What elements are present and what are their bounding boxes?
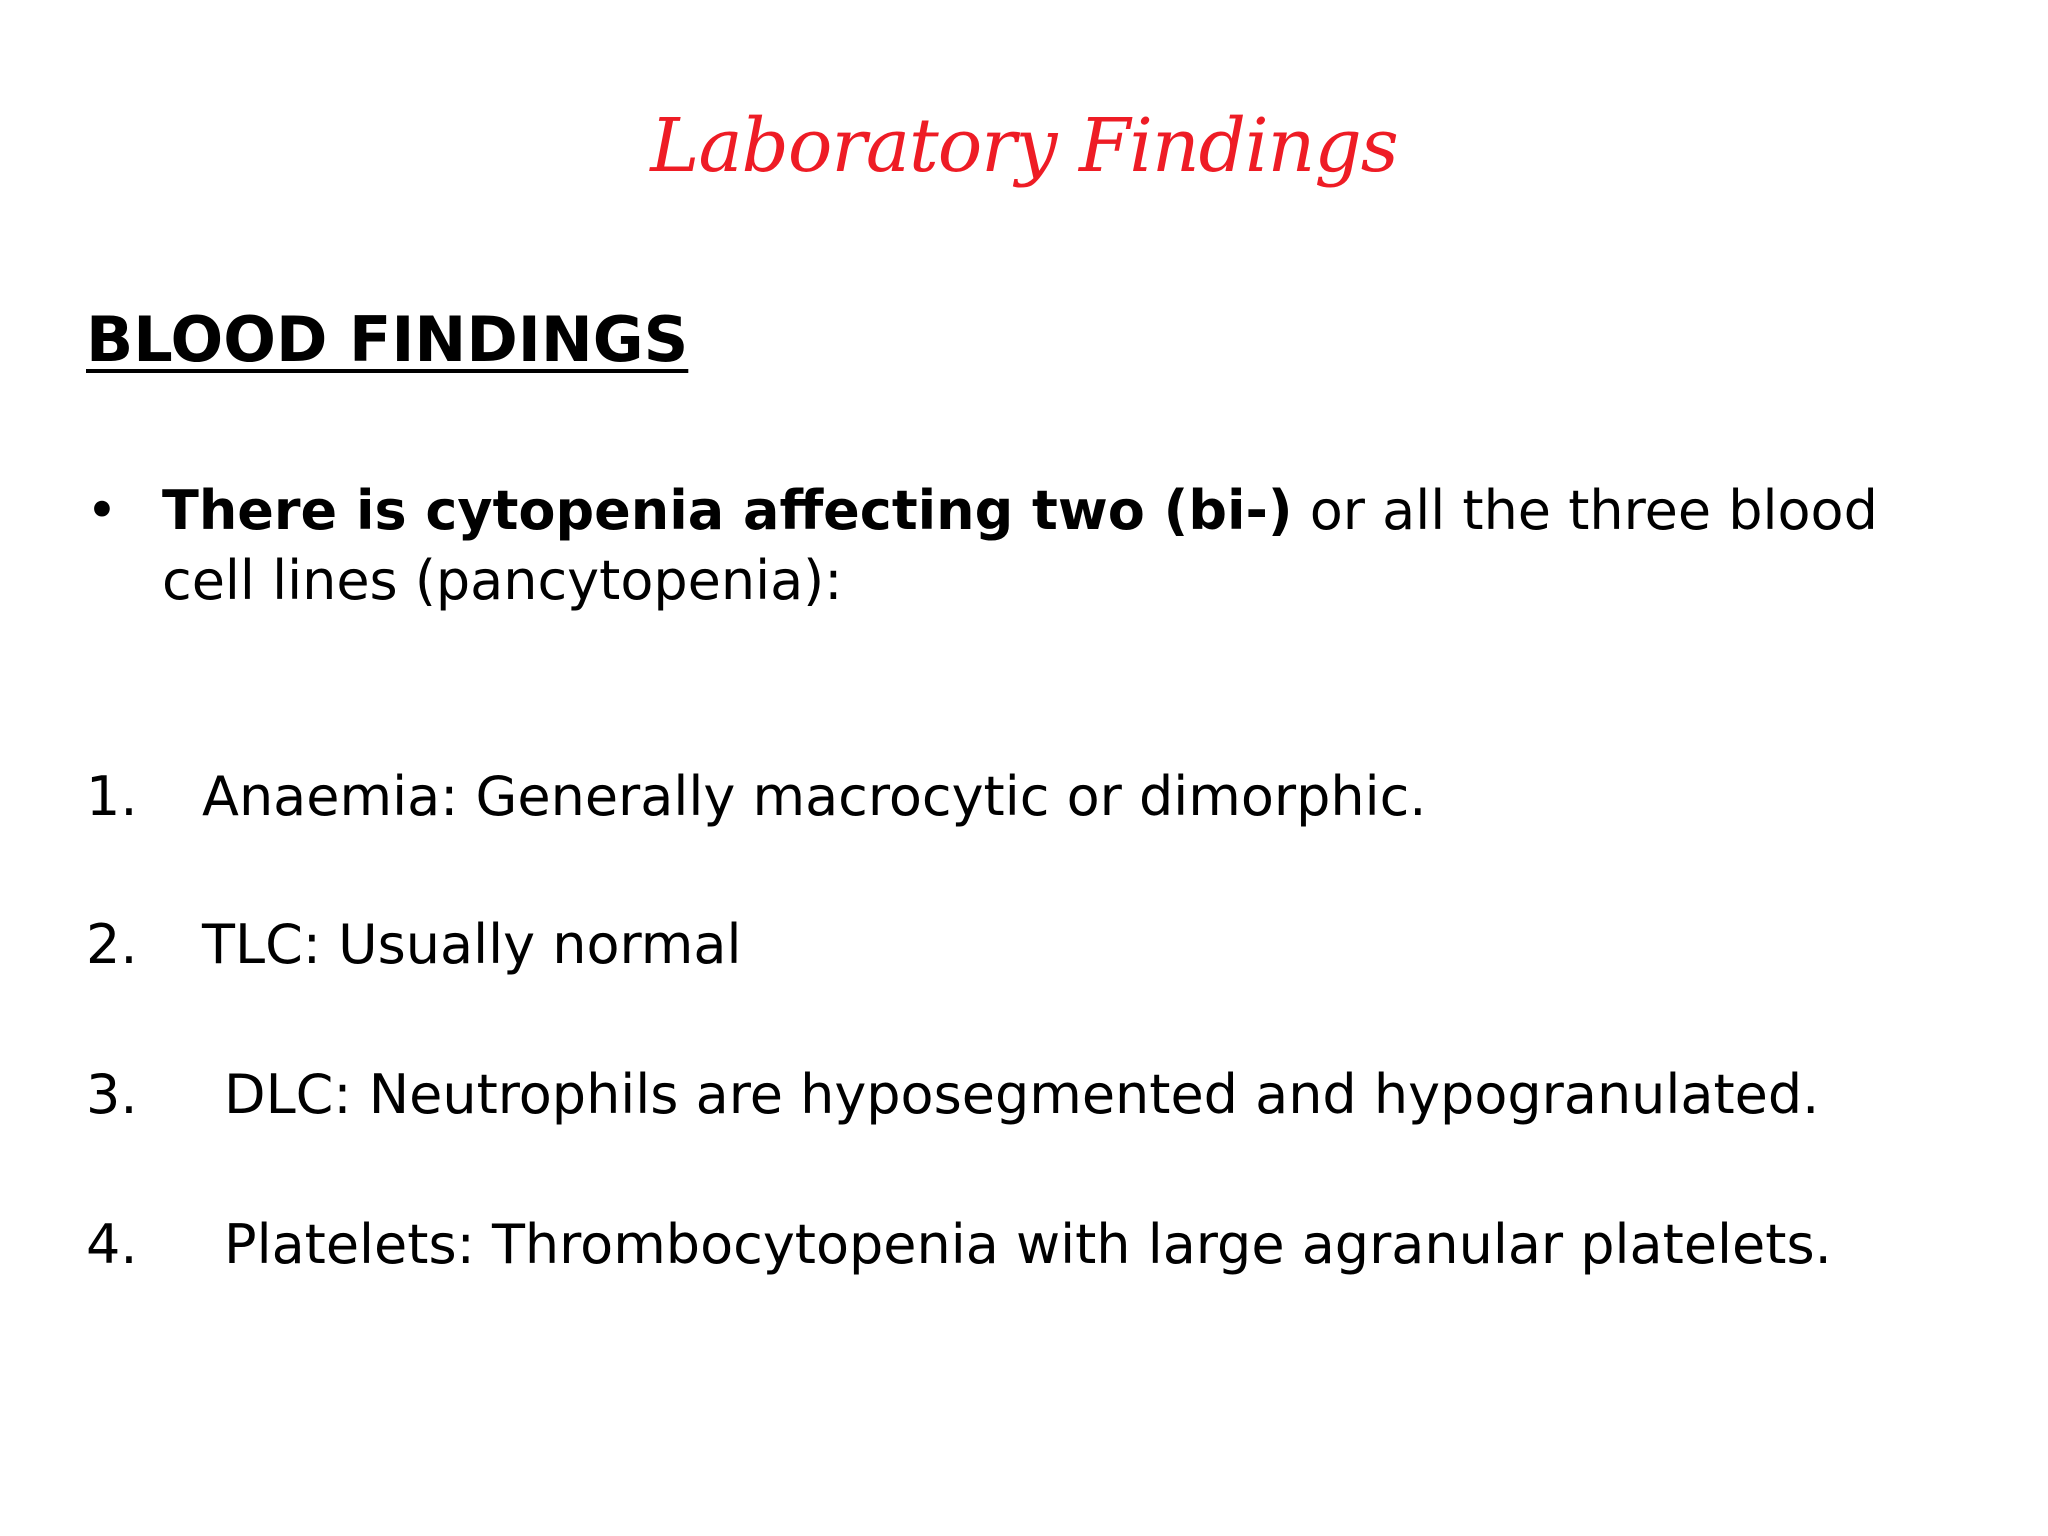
list-text: Anaemia: Generally macrocytic or dimorphic. (202, 765, 1427, 828)
list-text: Platelets: Thrombocytopenia with large agranular platelets. (224, 1213, 1832, 1276)
list-number: 4. (86, 1213, 138, 1276)
list-text: TLC: Usually normal (202, 913, 742, 976)
section-heading: BLOOD FINDINGS (86, 303, 689, 376)
bullet-marker: • (86, 479, 118, 542)
list-number: 2. (86, 913, 138, 976)
bullet-text (162, 476, 1926, 616)
list-text: DLC: Neutrophils are hyposegmented and hypogranulated. (224, 1063, 1820, 1126)
list-number: 3. (86, 1063, 138, 1126)
list-number: 1. (86, 765, 138, 828)
bullet-bold-text: There is cytopenia affecting two (bi-) (162, 479, 1293, 542)
slide-title: Laboratory Findings (650, 103, 1398, 189)
bullet-normal-text: or all the three blood cell lines (pancytopenia): (162, 479, 1878, 612)
